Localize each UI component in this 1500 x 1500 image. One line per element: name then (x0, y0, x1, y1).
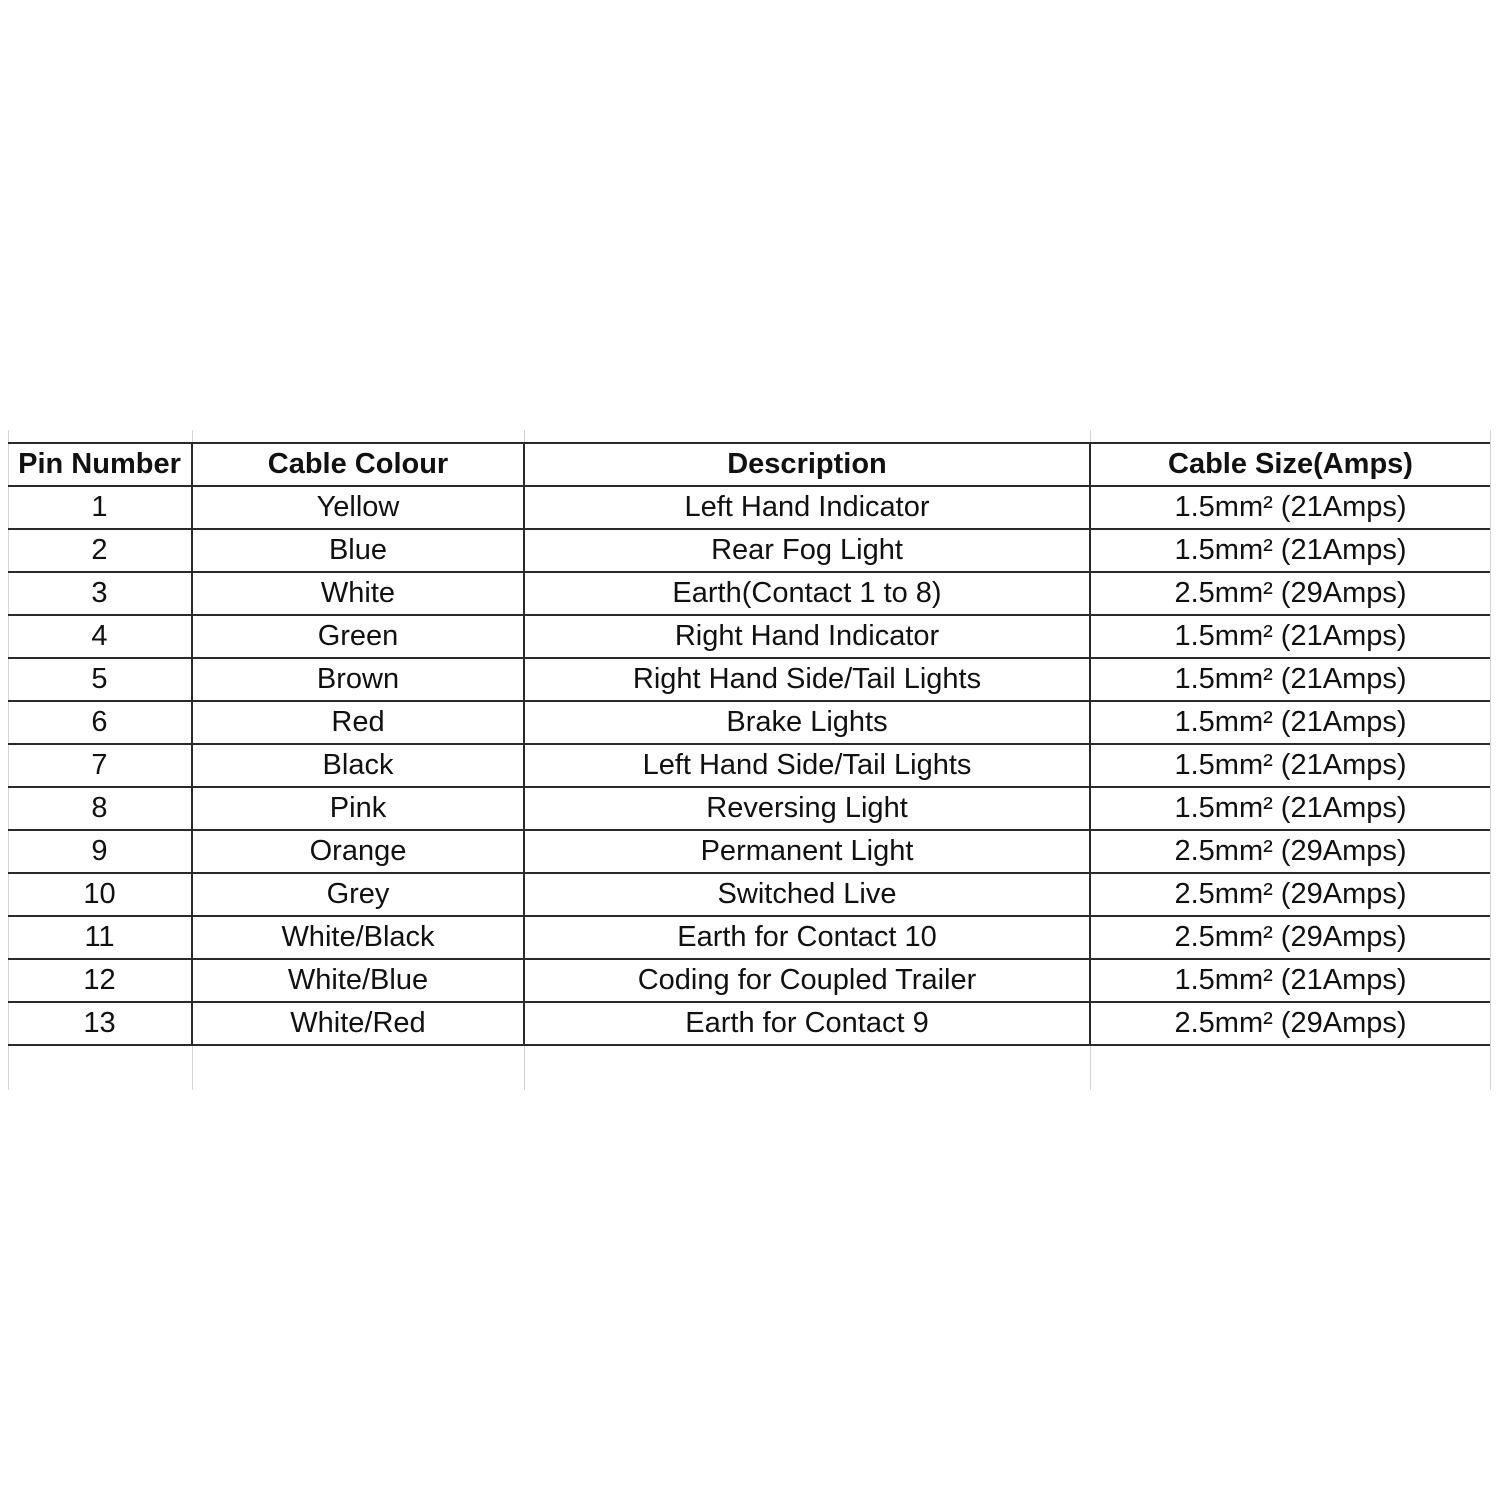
table-row (8, 787, 1490, 830)
cell-pin-number: 13 (8, 1002, 192, 1045)
header-description: Description (524, 443, 1090, 486)
table-row (8, 701, 1490, 744)
table-row (8, 1002, 1490, 1045)
cell-description: Reversing Light (524, 787, 1090, 830)
cell-description: Permanent Light (524, 830, 1090, 873)
cell-cable-size: 1.5mm² (21Amps) (1090, 701, 1490, 744)
cell-cable-size: 1.5mm² (21Amps) (1090, 959, 1490, 1002)
cell-cable-colour: Green (192, 615, 524, 658)
cell-description: Earth for Contact 9 (524, 1002, 1090, 1045)
table-body (8, 486, 1490, 1045)
cell-cable-colour: Blue (192, 529, 524, 572)
cell-cable-colour: Yellow (192, 486, 524, 529)
cell-description: Right Hand Indicator (524, 615, 1090, 658)
cell-cable-size: 2.5mm² (29Amps) (1090, 873, 1490, 916)
cell-description: Coding for Coupled Trailer (524, 959, 1090, 1002)
cell-pin-number: 1 (8, 486, 192, 529)
cell-cable-size: 2.5mm² (29Amps) (1090, 572, 1490, 615)
cell-cable-size: 1.5mm² (21Amps) (1090, 529, 1490, 572)
cell-cable-colour: Orange (192, 830, 524, 873)
cell-pin-number: 7 (8, 744, 192, 787)
cell-pin-number: 10 (8, 873, 192, 916)
table-header (8, 443, 1490, 486)
cell-description: Brake Lights (524, 701, 1090, 744)
table-row (8, 658, 1490, 701)
spreadsheet-area (0, 430, 1500, 1090)
cell-pin-number: 3 (8, 572, 192, 615)
cell-cable-size: 1.5mm² (21Amps) (1090, 486, 1490, 529)
cell-cable-colour: Brown (192, 658, 524, 701)
gridline (1490, 430, 1491, 1090)
table-row (8, 572, 1490, 615)
cell-description: Earth(Contact 1 to 8) (524, 572, 1090, 615)
cell-cable-colour: Black (192, 744, 524, 787)
cell-cable-size: 2.5mm² (29Amps) (1090, 916, 1490, 959)
cell-pin-number: 9 (8, 830, 192, 873)
table-row (8, 873, 1490, 916)
cell-cable-colour: White/Black (192, 916, 524, 959)
table-row (8, 744, 1490, 787)
cell-cable-colour: Pink (192, 787, 524, 830)
cell-pin-number: 8 (8, 787, 192, 830)
cell-description: Rear Fog Light (524, 529, 1090, 572)
cell-cable-colour: White/Red (192, 1002, 524, 1045)
cell-description: Left Hand Side/Tail Lights (524, 744, 1090, 787)
cell-cable-colour: White (192, 572, 524, 615)
cell-pin-number: 2 (8, 529, 192, 572)
cell-cable-size: 1.5mm² (21Amps) (1090, 658, 1490, 701)
cell-cable-colour: White/Blue (192, 959, 524, 1002)
header-cable-size: Cable Size(Amps) (1090, 443, 1490, 486)
table-row (8, 959, 1490, 1002)
cell-pin-number: 6 (8, 701, 192, 744)
table-row (8, 916, 1490, 959)
cell-pin-number: 5 (8, 658, 192, 701)
cell-description: Earth for Contact 10 (524, 916, 1090, 959)
cell-pin-number: 11 (8, 916, 192, 959)
header-cable-colour: Cable Colour (192, 443, 524, 486)
header-row (8, 443, 1490, 486)
cell-cable-size: 2.5mm² (29Amps) (1090, 1002, 1490, 1045)
cell-description: Left Hand Indicator (524, 486, 1090, 529)
header-pin-number: Pin Number (8, 443, 192, 486)
cell-description: Right Hand Side/Tail Lights (524, 658, 1090, 701)
cell-cable-size: 1.5mm² (21Amps) (1090, 615, 1490, 658)
cell-cable-colour: Red (192, 701, 524, 744)
cell-pin-number: 4 (8, 615, 192, 658)
table-row (8, 529, 1490, 572)
pin-wiring-table (8, 442, 1490, 1046)
cell-cable-size: 2.5mm² (29Amps) (1090, 830, 1490, 873)
table-row (8, 830, 1490, 873)
cell-cable-size: 1.5mm² (21Amps) (1090, 787, 1490, 830)
cell-description: Switched Live (524, 873, 1090, 916)
cell-cable-size: 1.5mm² (21Amps) (1090, 744, 1490, 787)
cell-cable-colour: Grey (192, 873, 524, 916)
cell-pin-number: 12 (8, 959, 192, 1002)
table-row (8, 486, 1490, 529)
table-row (8, 615, 1490, 658)
